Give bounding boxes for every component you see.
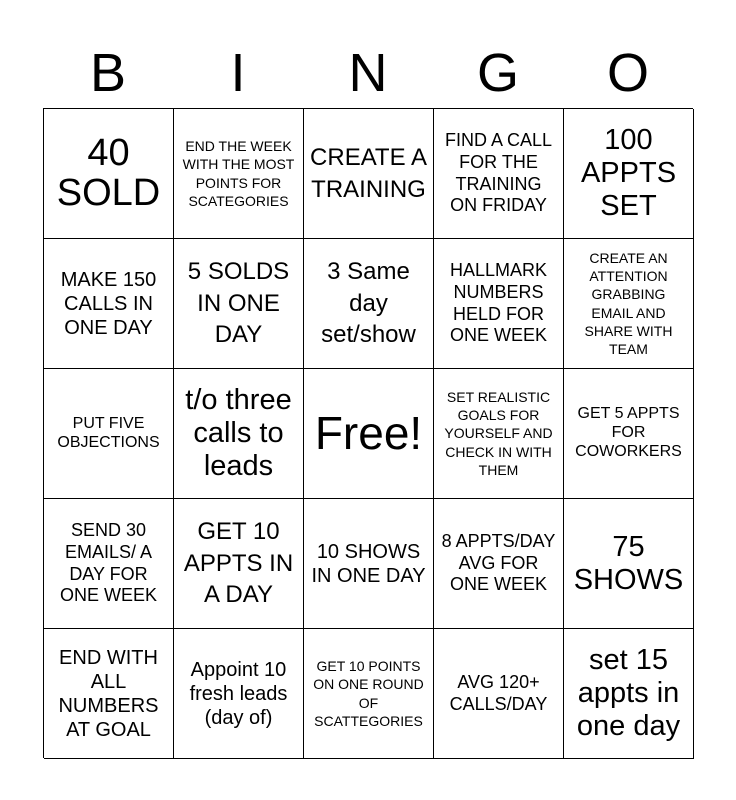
cell-text: Appoint 10 fresh leads (day of) xyxy=(189,658,288,729)
cell-text: 3 Same day set/show xyxy=(321,257,416,349)
cell-text: END WITH ALL NUMBERS AT GOAL xyxy=(58,646,159,741)
bingo-cell[interactable] xyxy=(564,499,694,629)
bingo-cell[interactable] xyxy=(174,109,304,239)
bingo-cell[interactable] xyxy=(304,629,434,759)
bingo-cell[interactable] xyxy=(304,109,434,239)
cell-text: HALLMARK NUMBERS HELD FOR ONE WEEK xyxy=(449,259,548,346)
bingo-cell[interactable] xyxy=(44,109,174,239)
cell-text: set 15 appts in one day xyxy=(576,644,681,742)
header-letter-n: N xyxy=(348,43,388,103)
cell-text: SEND 30 EMAILS/ A DAY FOR ONE WEEK xyxy=(59,519,157,606)
cell-text: 75 SHOWS xyxy=(573,530,684,596)
header-letter-i: I xyxy=(230,43,246,103)
cell-text: GET 5 APPTS FOR COWORKERS xyxy=(575,405,682,460)
cell-text: SET REALISTIC GOALS FOR YOURSELF AND CHECK IN WITH THEM xyxy=(444,389,553,478)
bingo-cell[interactable] xyxy=(174,629,304,759)
cell-text: GET 10 APPTS IN A DAY xyxy=(183,517,294,609)
cell-text: 5 SOLDS IN ONE DAY xyxy=(187,257,290,349)
cell-text: FIND A CALL FOR THE TRAINING ON FRIDAY xyxy=(444,129,553,216)
bingo-cell[interactable] xyxy=(564,369,694,499)
bingo-card-grid xyxy=(43,108,693,758)
bingo-cell[interactable] xyxy=(564,109,694,239)
cell-text: PUT FIVE OBJECTIONS xyxy=(57,414,160,451)
cell-text: 10 SHOWS IN ONE DAY xyxy=(311,540,426,587)
bingo-cell[interactable] xyxy=(434,499,564,629)
bingo-cell[interactable] xyxy=(174,369,304,499)
cell-text: Free! xyxy=(314,406,423,459)
bingo-cell[interactable] xyxy=(44,369,174,499)
bingo-cell[interactable] xyxy=(564,239,694,369)
header-letter-g: G xyxy=(476,43,519,103)
cell-text: END THE WEEK WITH THE MOST POINTS FOR SCATEGORIES xyxy=(182,138,295,209)
bingo-cell[interactable] xyxy=(564,629,694,759)
bingo-header xyxy=(43,38,693,108)
bingo-cell[interactable] xyxy=(434,109,564,239)
bingo-cell[interactable] xyxy=(44,499,174,629)
cell-text: MAKE 150 CALLS IN ONE DAY xyxy=(60,268,157,339)
bingo-cell[interactable] xyxy=(44,629,174,759)
bingo-cell[interactable] xyxy=(434,369,564,499)
cell-text: AVG 120+ CALLS/DAY xyxy=(449,671,548,714)
cell-text: CREATE AN ATTENTION GRABBING EMAIL AND SHARE WITH TEAM xyxy=(584,249,673,357)
cell-text: 40 SOLD xyxy=(56,131,161,214)
cell-text: GET 10 POINTS ON ONE ROUND OF SCATTEGORIES xyxy=(313,658,424,729)
bingo-cell[interactable] xyxy=(304,239,434,369)
bingo-cell[interactable] xyxy=(174,239,304,369)
bingo-cell[interactable] xyxy=(44,239,174,369)
cell-text: 100 APPTS SET xyxy=(580,124,677,222)
header-letter-b: B xyxy=(89,43,127,103)
bingo-cell[interactable] xyxy=(434,629,564,759)
bingo-cell[interactable] xyxy=(304,499,434,629)
bingo-cell[interactable] xyxy=(174,499,304,629)
cell-text: CREATE A TRAINING xyxy=(310,143,427,203)
cell-text: t/o three calls to leads xyxy=(185,384,292,482)
bingo-cell-free[interactable] xyxy=(304,369,434,499)
cell-text: 8 APPTS/DAY AVG FOR ONE WEEK xyxy=(441,530,556,595)
header-letter-o: O xyxy=(606,43,649,103)
bingo-cell[interactable] xyxy=(434,239,564,369)
